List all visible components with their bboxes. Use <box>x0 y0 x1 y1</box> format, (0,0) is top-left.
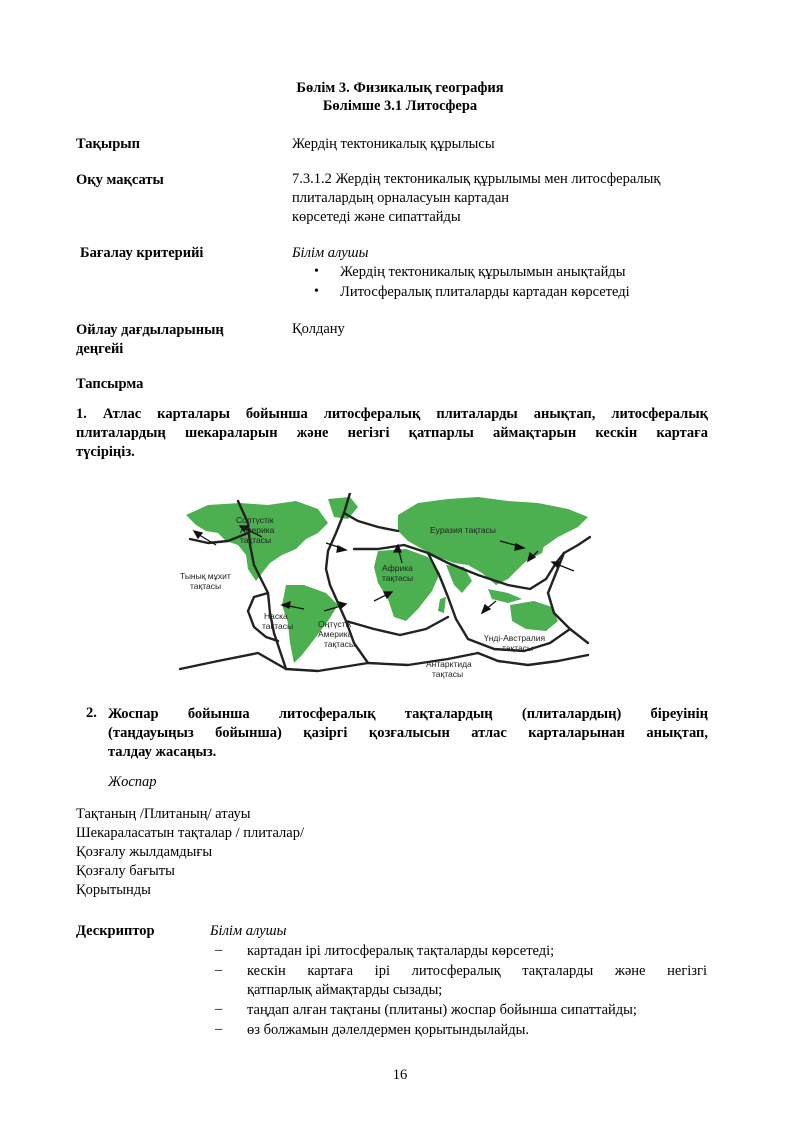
goal-label: Оқу мақсаты <box>76 172 164 188</box>
label-antarctic: Антарктида <box>426 659 472 669</box>
descriptor-intro: Білім алушы <box>210 923 287 939</box>
label-south-america: Америка <box>318 629 353 639</box>
label-north-america: Америка <box>240 525 275 535</box>
bullet-icon: • <box>314 284 319 299</box>
label-africa: Африка <box>382 563 413 573</box>
arrow-icon <box>552 562 574 571</box>
boundary-mid-north <box>344 513 398 531</box>
boundary-east-arc <box>564 537 590 553</box>
dash-icon: – <box>215 1021 223 1037</box>
label-pacific: Тынық мұхит <box>180 571 231 581</box>
subsection-title: Бөлімше 3.1 Литосфера <box>322 98 478 114</box>
boundary-south-arc <box>478 653 588 665</box>
label-nazca: тақтасы <box>262 621 294 631</box>
tectonic-plates-map <box>178 493 591 681</box>
bullet-icon: • <box>314 264 319 279</box>
topic-label: Тақырып <box>76 136 140 152</box>
task-heading: Тапсырма <box>76 376 144 392</box>
skill-value: Қолдану <box>292 321 345 337</box>
criteria-label: Бағалау критерийі <box>80 245 204 261</box>
plan-item: Шекараласатын тақталар / плиталар/ <box>76 825 304 841</box>
page-number: 16 <box>392 1067 408 1083</box>
goal-line: 7.3.1.2 Жердің тектоникалық құрылымы мен литосфералық <box>292 171 661 187</box>
label-indo-australia: тақтасы <box>502 643 534 653</box>
plan-item: Тақтаның /Плитаның/ атауы <box>76 806 251 822</box>
label-indo-australia: Үнді-Австралия <box>484 633 546 643</box>
map-svg <box>178 493 591 681</box>
section-title: Бөлім 3. Физикалық география <box>296 80 504 96</box>
boundary-africa-south <box>346 617 448 635</box>
plan-item: Қозғалу жылдамдығы <box>76 844 213 860</box>
dash-icon: – <box>215 942 223 958</box>
label-africa: тақтасы <box>382 573 414 583</box>
label-south-america: Оңтүстік <box>318 619 352 629</box>
skill-label: Ойлау дағдыларының деңгейі <box>76 322 224 357</box>
criteria-intro: Білім алушы <box>292 245 369 261</box>
madagascar-land <box>438 597 446 613</box>
label-eurasia: Еуразия тақтасы <box>430 525 496 535</box>
label-north-america: Солтүстік <box>236 515 274 525</box>
plan-title: Жоспар <box>108 774 157 790</box>
dash-icon: – <box>215 962 223 978</box>
goal-line: көрсетеді және сипаттайды <box>292 209 461 225</box>
label-nazca: Наска <box>264 611 288 621</box>
label-north-america: тақтасы <box>240 535 272 545</box>
indonesia-land <box>488 589 522 603</box>
plan-item: Қозғалу бағыты <box>76 863 175 879</box>
arrow-icon <box>482 601 496 613</box>
descriptor-label: Дескриптор <box>76 923 155 939</box>
label-pacific: тақтасы <box>190 581 222 591</box>
goal-value <box>292 170 722 227</box>
task2-text: Жоспар бойынша литосфералық тақталардың (плиталардың) біреуінің (таңдауыңыз бойынша) қазіргі қозғалысын атлас карталарынан анықтап, талдау жасаңыз. <box>108 706 708 760</box>
label-south-america: тақтасы <box>324 639 356 649</box>
topic-value: Жердің тектоникалық құрылысы <box>292 136 495 152</box>
task1-text: 1. Атлас карталары бойынша литосфералық плиталарды анықтап, литосфералық плиталардың шекараларын және негізгі қатпарлы аймақтарын кескін картаға түсіріңіз. <box>76 406 708 460</box>
plan-list <box>76 805 304 900</box>
label-antarctic: тақтасы <box>432 669 464 679</box>
plan-item: Қорытынды <box>76 882 151 898</box>
dash-icon: – <box>215 1001 223 1017</box>
task2-number: 2. <box>86 705 97 721</box>
goal-line: плиталардың орналасуын картадан <box>292 190 510 206</box>
india-land <box>446 565 472 593</box>
